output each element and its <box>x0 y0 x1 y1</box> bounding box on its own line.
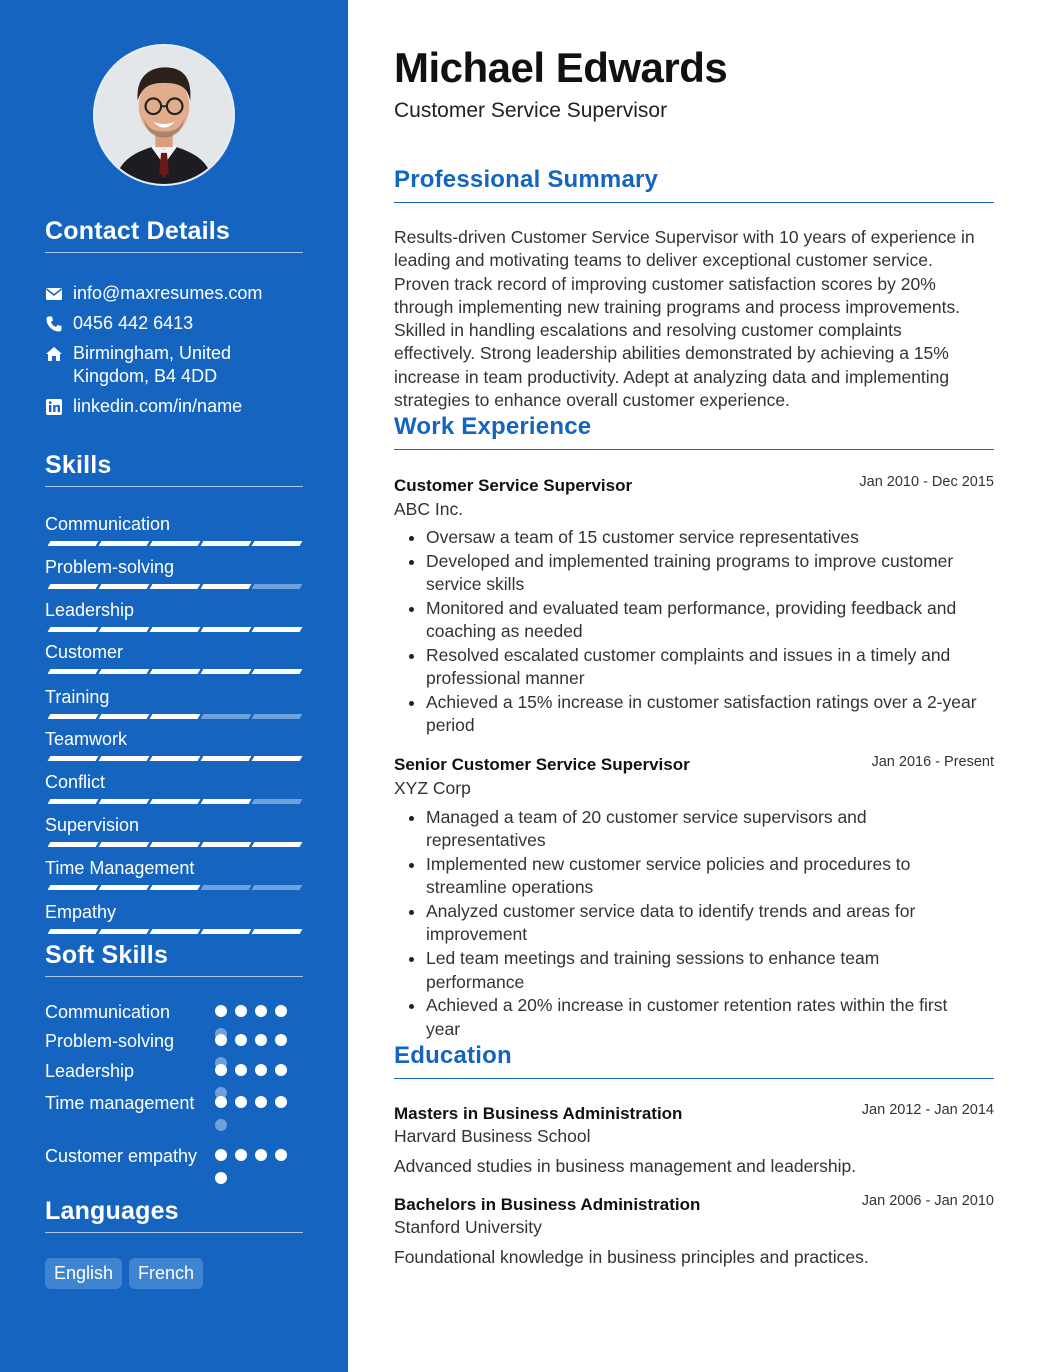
sidebar <box>0 0 348 1372</box>
email-text: info@maxresumes.com <box>73 283 263 303</box>
skill-level-segment <box>99 799 150 804</box>
contact-phone[interactable] <box>45 312 303 335</box>
rating-dot <box>255 1064 267 1076</box>
phone-text: 0456 442 6413 <box>73 313 194 333</box>
skill-level-segment <box>150 669 201 674</box>
soft-skill-rating <box>215 1149 285 1189</box>
skill-level-segment <box>150 541 201 546</box>
skill-item <box>45 599 303 621</box>
rating-dot <box>255 1034 267 1046</box>
skill-level-segment <box>252 541 303 546</box>
skill-level-bar <box>45 541 301 547</box>
soft-skill-item <box>45 1001 303 1024</box>
summary-line: Proven track record of improving customer satisfaction scores by 20% <box>394 273 936 294</box>
skill-label: Supervision <box>45 815 140 835</box>
rating-dot <box>275 1034 287 1046</box>
skill-label: Time Management <box>45 858 195 878</box>
skill-level-bar <box>45 842 301 848</box>
skill-level-bar <box>45 885 301 891</box>
bullet-item: Managed a team of 20 customer service supervisors and representatives <box>394 806 994 853</box>
degree-title: Masters in Business Administration <box>394 1104 683 1123</box>
address-line-2: Kingdom, B4 4DD <box>73 366 218 386</box>
summary-line: through implementing new training programs and process improvements. <box>394 296 961 317</box>
skill-level-segment <box>150 799 201 804</box>
rating-dot <box>235 1149 247 1161</box>
job-title: Senior Customer Service Supervisor <box>394 755 690 774</box>
language-chip: French <box>129 1258 203 1289</box>
rating-dot <box>215 1064 227 1076</box>
skill-level-segment <box>99 541 150 546</box>
education-heading: Education <box>394 1042 994 1079</box>
job-title: Customer Service Supervisor <box>394 476 633 495</box>
skill-label: Problem-solving <box>45 557 175 577</box>
school-name: Harvard Business School <box>394 1126 591 1146</box>
skill-item <box>45 686 303 708</box>
skill-level-segment <box>48 584 99 589</box>
rating-dot <box>235 1096 247 1108</box>
skill-level-segment <box>252 842 303 847</box>
skill-level-segment <box>150 714 201 719</box>
bullet-item: Implemented new customer service policies and procedures to streamline operations <box>394 853 994 900</box>
skill-level-segment <box>99 756 150 761</box>
degree-description: Foundational knowledge in business principles and practices. <box>394 1247 869 1267</box>
skill-label: Leadership <box>45 600 135 620</box>
skill-level-segment <box>252 584 303 589</box>
skill-level-segment <box>150 584 201 589</box>
school-name: Stanford University <box>394 1217 542 1237</box>
skill-level-segment <box>201 885 252 890</box>
skill-level-segment <box>252 929 303 934</box>
skill-level-segment <box>252 669 303 674</box>
skill-item <box>45 513 303 535</box>
candidate-title: Customer Service Supervisor <box>394 99 668 122</box>
rating-dot <box>215 1096 227 1108</box>
skill-level-bar <box>45 799 301 805</box>
skill-level-bar <box>45 584 301 590</box>
skill-level-segment <box>150 627 201 632</box>
skill-level-segment <box>201 584 252 589</box>
linkedin-text: linkedin.com/in/name <box>73 396 243 416</box>
skill-level-segment <box>48 885 99 890</box>
summary-line: increase in team productivity. Adept at analyzing data and implementing <box>394 366 950 387</box>
soft-skill-item <box>45 1092 303 1115</box>
job-company: XYZ Corp <box>394 778 471 798</box>
rating-dot <box>275 1149 287 1161</box>
skill-level-segment <box>201 929 252 934</box>
summary-line: Skilled in handling escalations and resolving customer complaints <box>394 320 902 341</box>
skill-item <box>45 901 303 923</box>
contact-heading: Contact Details <box>45 217 303 253</box>
skill-level-segment <box>150 885 201 890</box>
skill-level-segment <box>150 842 201 847</box>
skill-level-segment <box>252 756 303 761</box>
soft-skill-label: Time management <box>45 1093 195 1113</box>
summary-line: effectively. Strong leadership abilities demonstrated by achieving a 15% <box>394 343 949 364</box>
skill-level-segment <box>201 756 252 761</box>
bullet-item: Oversaw a team of 15 customer service representatives <box>394 526 994 549</box>
skill-level-segment <box>48 799 99 804</box>
degree-description: Advanced studies in business management and leadership. <box>394 1156 857 1176</box>
profile-photo <box>95 46 233 184</box>
soft-skill-label: Leadership <box>45 1061 135 1081</box>
bullet-item: Monitored and evaluated team performance, providing feedback and coaching as needed <box>394 597 994 644</box>
avatar <box>93 44 235 186</box>
skill-level-segment <box>99 885 150 890</box>
skill-label: Training <box>45 687 110 707</box>
degree-dates: Jan 2006 - Jan 2010 <box>861 1193 994 1209</box>
job-bullets <box>394 806 994 1041</box>
summary-text <box>394 226 994 412</box>
skill-level-segment <box>48 756 99 761</box>
skill-level-segment <box>48 714 99 719</box>
skill-level-segment <box>48 929 99 934</box>
contact-address <box>45 342 303 388</box>
rating-dot <box>235 1064 247 1076</box>
job-company: ABC Inc. <box>394 499 464 519</box>
contact-linkedin[interactable] <box>45 395 303 418</box>
home-icon <box>45 345 63 363</box>
envelope-icon <box>45 285 63 303</box>
degree-title: Bachelors in Business Administration <box>394 1195 701 1214</box>
summary-line: leading and motivating teams to deliver exceptional customer service. <box>394 250 933 271</box>
address-line-1: Birmingham, United <box>73 343 232 363</box>
rating-dot <box>275 1096 287 1108</box>
languages-heading: Languages <box>45 1197 303 1233</box>
soft-skill-item <box>45 1145 303 1168</box>
skill-level-segment <box>99 627 150 632</box>
skill-level-bar <box>45 714 301 720</box>
skill-level-segment <box>252 714 303 719</box>
skill-label: Empathy <box>45 902 117 922</box>
skill-level-bar <box>45 669 301 675</box>
skill-level-segment <box>252 799 303 804</box>
skill-level-bar <box>45 929 301 935</box>
rating-dot <box>215 1034 227 1046</box>
skill-level-bar <box>45 756 301 762</box>
skill-level-segment <box>252 627 303 632</box>
soft-skill-item <box>45 1030 303 1053</box>
rating-dot <box>215 1119 227 1131</box>
skill-level-segment <box>201 541 252 546</box>
skill-level-segment <box>99 929 150 934</box>
skill-level-segment <box>48 627 99 632</box>
skill-level-segment <box>252 885 303 890</box>
skill-item <box>45 556 303 578</box>
skill-level-segment <box>99 669 150 674</box>
skill-item <box>45 771 303 793</box>
soft-skill-label: Problem-solving <box>45 1031 175 1051</box>
job-dates: Jan 2010 - Dec 2015 <box>859 474 994 490</box>
skill-label: Conflict <box>45 772 106 792</box>
phone-icon <box>45 315 63 333</box>
bullet-item: Achieved a 20% increase in customer retention rates within the first year <box>394 994 994 1041</box>
skill-level-segment <box>201 669 252 674</box>
skill-level-segment <box>201 627 252 632</box>
skill-label: Teamwork <box>45 729 128 749</box>
candidate-name: Michael Edwards <box>394 44 728 91</box>
job-dates: Jan 2016 - Present <box>871 754 994 770</box>
skill-level-segment <box>201 842 252 847</box>
bullet-item: Developed and implemented training programs to improve customer service skills <box>394 550 994 597</box>
contact-email[interactable] <box>45 282 303 305</box>
bullet-item: Analyzed customer service data to identify trends and areas for improvement <box>394 900 994 947</box>
rating-dot <box>215 1005 227 1017</box>
degree-dates: Jan 2012 - Jan 2014 <box>861 1102 994 1118</box>
soft-skill-label: Communication <box>45 1002 171 1022</box>
skill-label: Customer <box>45 642 124 662</box>
skill-item <box>45 857 303 879</box>
skill-level-segment <box>201 714 252 719</box>
rating-dot <box>235 1034 247 1046</box>
bullet-item: Resolved escalated customer complaints and issues in a timely and professional manner <box>394 644 994 691</box>
skill-level-bar <box>45 627 301 633</box>
soft-skill-item <box>45 1060 303 1083</box>
rating-dot <box>235 1005 247 1017</box>
rating-dot <box>255 1149 267 1161</box>
rating-dot <box>255 1005 267 1017</box>
soft-skill-label: Customer empathy <box>45 1146 198 1166</box>
rating-dot <box>275 1005 287 1017</box>
summary-line: strategies to enhance overall customer experience. <box>394 390 790 411</box>
skill-level-segment <box>150 756 201 761</box>
linkedin-icon <box>45 398 63 416</box>
rating-dot <box>275 1064 287 1076</box>
rating-dot <box>215 1172 227 1184</box>
skill-level-segment <box>150 929 201 934</box>
bullet-item: Achieved a 15% increase in customer satisfaction ratings over a 2-year period <box>394 691 994 738</box>
skill-level-segment <box>48 669 99 674</box>
bullet-item: Led team meetings and training sessions to enhance team performance <box>394 947 994 994</box>
rating-dot <box>255 1096 267 1108</box>
rating-dot <box>215 1149 227 1161</box>
skill-label: Communication <box>45 514 171 534</box>
skill-level-segment <box>201 799 252 804</box>
soft-skills-heading: Soft Skills <box>45 941 303 977</box>
skills-heading: Skills <box>45 451 303 487</box>
work-heading: Work Experience <box>394 413 994 450</box>
soft-skill-rating <box>215 1096 285 1136</box>
language-chip: English <box>45 1258 122 1289</box>
skill-level-segment <box>99 842 150 847</box>
skill-level-segment <box>99 714 150 719</box>
job-bullets <box>394 526 994 738</box>
summary-heading: Professional Summary <box>394 166 994 203</box>
skill-item <box>45 814 303 836</box>
summary-line: Results-driven Customer Service Supervisor with 10 years of experience in <box>394 227 975 247</box>
skill-level-segment <box>48 842 99 847</box>
skill-item <box>45 728 303 750</box>
skill-item <box>45 641 303 663</box>
skill-level-segment <box>99 584 150 589</box>
skill-level-segment <box>48 541 99 546</box>
